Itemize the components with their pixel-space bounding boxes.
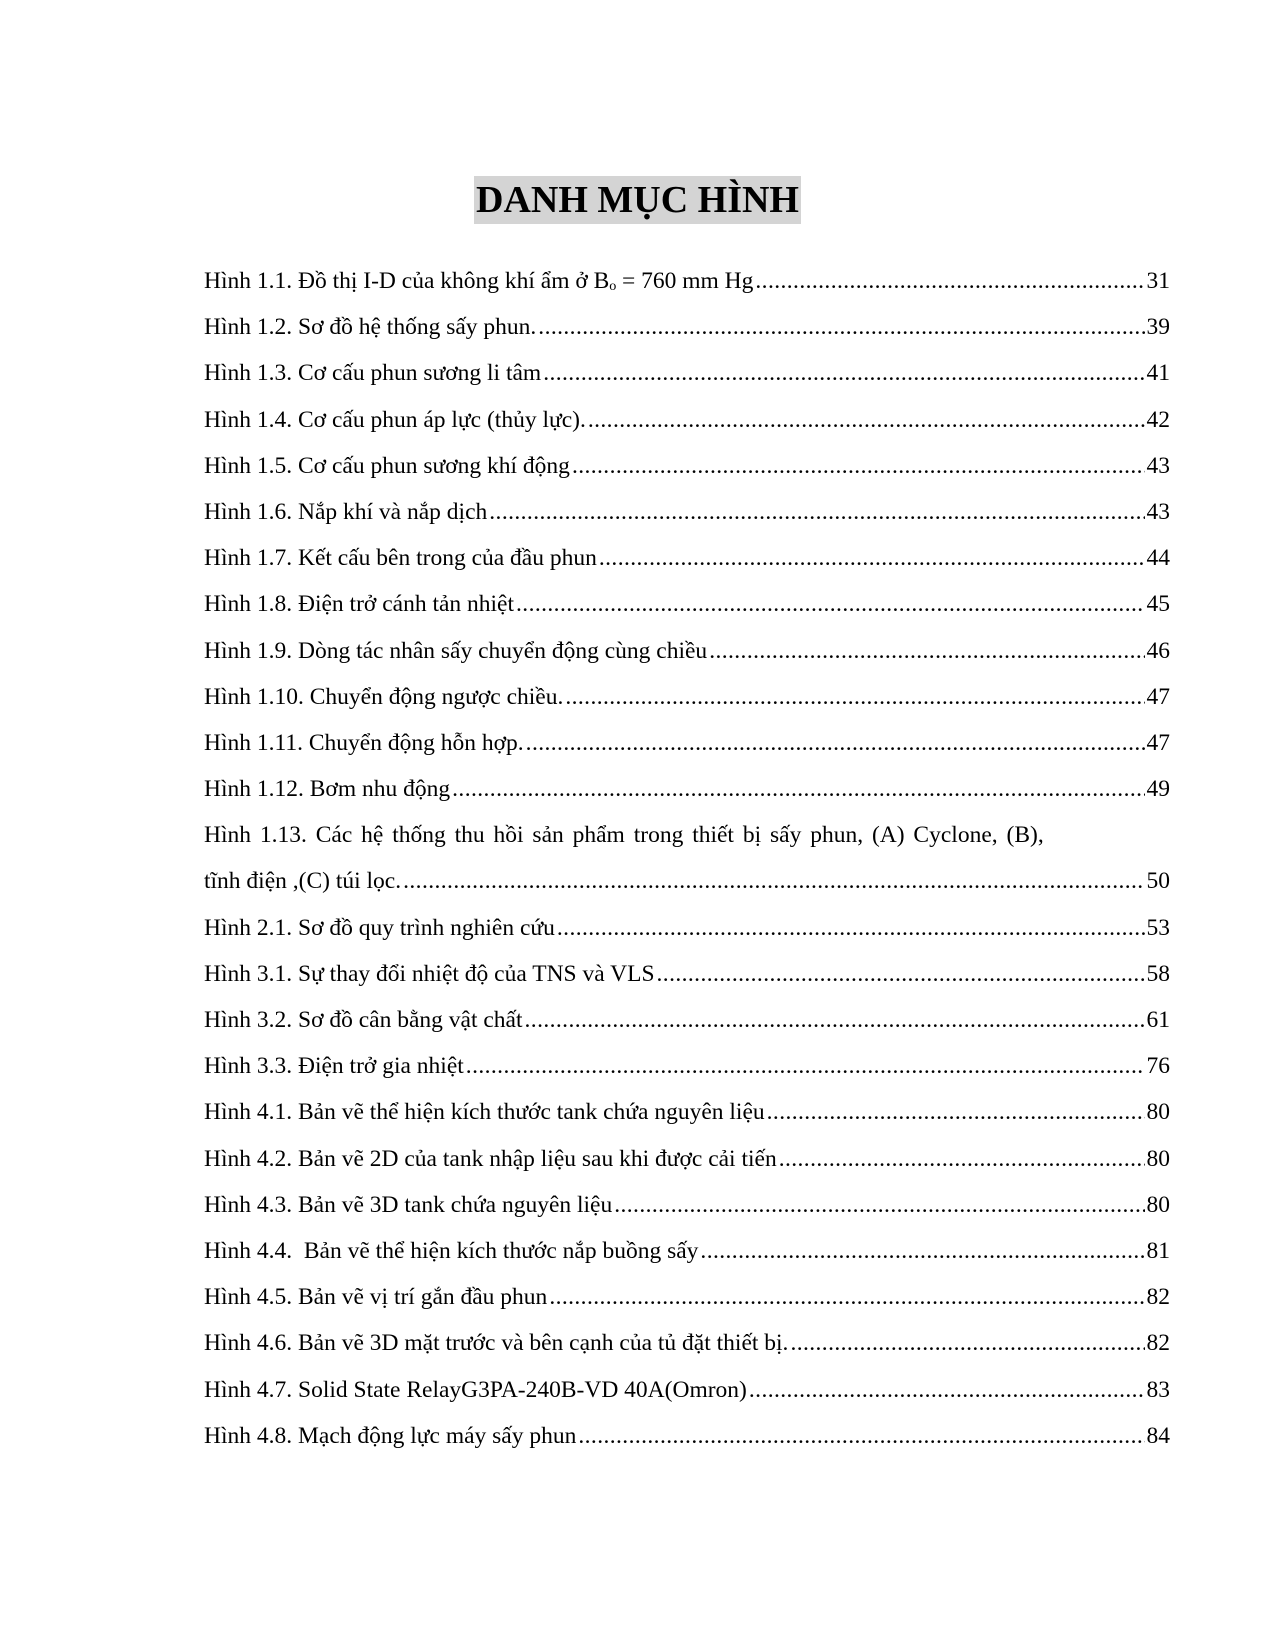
toc-entry[interactable] (204, 997, 1170, 1043)
entry-label: Hình 1.8. Điện trở cánh tản nhiệt (204, 591, 515, 618)
toc-entry[interactable] (204, 905, 1170, 951)
entry-label: Hình 1.1. Đồ thị I-D của không khí ẩm ở Bₒ = 760 mm Hg (204, 268, 754, 294)
dot-leader (700, 1228, 1144, 1274)
dot-leader (588, 397, 1145, 443)
entry-page: 41 (1146, 360, 1170, 387)
title-container (0, 176, 1275, 224)
entry-page: 58 (1146, 960, 1170, 987)
dot-leader (466, 1043, 1145, 1089)
entry-page: 31 (1146, 268, 1170, 294)
dot-leader (526, 720, 1145, 766)
entry-page: 81 (1146, 1237, 1170, 1264)
entry-page: 84 (1146, 1422, 1170, 1449)
entry-page: 46 (1146, 637, 1170, 664)
entry-label: Hình 3.1. Sự thay đổi nhiệt độ của TNS và VLS (204, 960, 655, 987)
entry-page: 80 (1146, 1099, 1170, 1126)
entry-page: 43 (1146, 498, 1170, 525)
entry-label: Hình 3.2. Sơ đồ cân bằng vật chất (204, 1007, 523, 1033)
dot-leader (572, 443, 1145, 489)
toc-entry[interactable] (204, 951, 1170, 997)
dot-leader (543, 350, 1144, 396)
entry-label: Hình 1.10. Chuyển động ngược chiều. (204, 683, 564, 710)
entry-label: Hình 1.3. Cơ cấu phun sương li tâm (204, 360, 542, 387)
entry-page: 80 (1146, 1145, 1170, 1172)
dot-leader (790, 1320, 1144, 1366)
toc-entry[interactable] (204, 258, 1170, 304)
toc-entry[interactable] (204, 397, 1170, 443)
dot-leader (565, 674, 1144, 720)
page-title: DANH MỤC HÌNH (474, 176, 801, 224)
entry-label: Hình 1.6. Nắp khí và nắp dịch (204, 498, 488, 525)
entry-label: Hình 4.2. Bản vẽ 2D của tank nhập liệu sau khi được cải tiến (204, 1145, 777, 1172)
entry-page: 43 (1146, 452, 1170, 479)
dot-leader (557, 905, 1145, 951)
entry-label: Hình 4.8. Mạch động lực máy sấy phun (204, 1422, 577, 1449)
toc-entry[interactable] (204, 1413, 1170, 1459)
dot-leader (452, 766, 1144, 812)
entry-label: Hình 4.5. Bản vẽ vị trí gắn đầu phun (204, 1284, 548, 1311)
dot-leader (538, 304, 1144, 350)
toc-entry[interactable] (204, 581, 1170, 627)
entry-label: Hình 1.4. Cơ cấu phun áp lực (thủy lực). (204, 406, 586, 433)
toc-entry[interactable] (204, 535, 1170, 581)
entry-page: 53 (1146, 914, 1170, 941)
toc-entry[interactable] (204, 1367, 1170, 1413)
entry-page: 45 (1146, 591, 1170, 618)
dot-leader (578, 1413, 1144, 1459)
entry-page: 42 (1146, 406, 1170, 433)
entry-label: Hình 1.7. Kết cấu bên trong của đầu phun (204, 545, 597, 572)
dot-leader (657, 951, 1145, 997)
dot-leader (749, 1367, 1145, 1413)
toc-entry[interactable] (204, 1228, 1170, 1274)
entry-label-line1: Hình 1.13. Các hệ thống thu hồi sản phẩm trong thiết bị sấy phun, (A) Cyclone, (B), (204, 822, 1044, 849)
dot-leader (779, 1136, 1145, 1182)
entry-label: Hình 1.11. Chuyển động hỗn hợp. (204, 729, 524, 756)
entry-label: Hình 1.2. Sơ đồ hệ thống sấy phun. (204, 314, 537, 341)
entry-label: Hình 3.3. Điện trở gia nhiệt (204, 1053, 464, 1080)
entry-page: 80 (1146, 1191, 1170, 1218)
entry-label: Hình 1.12. Bơm nhu động (204, 776, 451, 803)
entry-page: 39 (1146, 314, 1170, 341)
dot-leader (516, 581, 1144, 627)
dot-leader (489, 489, 1144, 535)
figure-list (204, 258, 1170, 1459)
entry-label: Hình 4.7. Solid State RelayG3PA-240B-VD 40A(Omron) (204, 1376, 747, 1403)
toc-entry[interactable] (204, 766, 1170, 812)
toc-entry[interactable] (204, 1320, 1170, 1366)
entry-page: 47 (1146, 683, 1170, 710)
entry-label: Hình 4.3. Bản vẽ 3D tank chứa nguyên liệu (204, 1191, 613, 1218)
entry-page: 44 (1146, 545, 1170, 572)
dot-leader (599, 535, 1145, 581)
dot-leader (767, 1089, 1145, 1135)
entry-page: 82 (1146, 1330, 1170, 1357)
entry-page: 50 (1146, 868, 1170, 895)
dot-leader (403, 858, 1144, 904)
entry-label: Hình 2.1. Sơ đồ quy trình nghiên cứu (204, 914, 555, 941)
entry-label: Hình 4.4. Bản vẽ thể hiện kích thước nắp buồng sấy (204, 1237, 699, 1264)
toc-entry[interactable] (204, 720, 1170, 766)
toc-entry[interactable] (204, 489, 1170, 535)
toc-entry[interactable] (204, 628, 1170, 674)
dot-leader (755, 258, 1144, 304)
entry-page: 47 (1146, 729, 1170, 756)
entry-label: Hình 1.9. Dòng tác nhân sấy chuyển động cùng chiều (204, 637, 708, 664)
entry-page: 61 (1146, 1007, 1170, 1033)
dot-leader (709, 628, 1144, 674)
entry-label: Hình 4.6. Bản vẽ 3D mặt trước và bên cạnh của tủ đặt thiết bị. (204, 1330, 789, 1357)
entry-label: Hình 4.1. Bản vẽ thể hiện kích thước tank chứa nguyên liệu (204, 1099, 765, 1126)
toc-entry[interactable] (204, 350, 1170, 396)
toc-entry[interactable] (204, 1136, 1170, 1182)
toc-entry[interactable] (204, 1089, 1170, 1135)
dot-leader (525, 997, 1145, 1043)
entry-page: 83 (1146, 1376, 1170, 1403)
entry-label: Hình 1.5. Cơ cấu phun sương khí động (204, 452, 570, 479)
entry-label: tĩnh điện ,(C) túi lọc. (204, 868, 402, 895)
toc-entry-line1[interactable] (204, 812, 1170, 858)
entry-page: 82 (1146, 1284, 1170, 1311)
entry-page: 76 (1146, 1053, 1170, 1080)
entry-page: 49 (1146, 776, 1170, 803)
toc-entry[interactable] (204, 443, 1170, 489)
toc-entry-line2[interactable] (204, 858, 1170, 904)
toc-entry[interactable] (204, 674, 1170, 720)
toc-entry[interactable] (204, 1182, 1170, 1228)
toc-entry[interactable] (204, 304, 1170, 350)
toc-entry[interactable] (204, 1274, 1170, 1320)
toc-entry[interactable] (204, 1043, 1170, 1089)
dot-leader (549, 1274, 1144, 1320)
dot-leader (614, 1182, 1144, 1228)
